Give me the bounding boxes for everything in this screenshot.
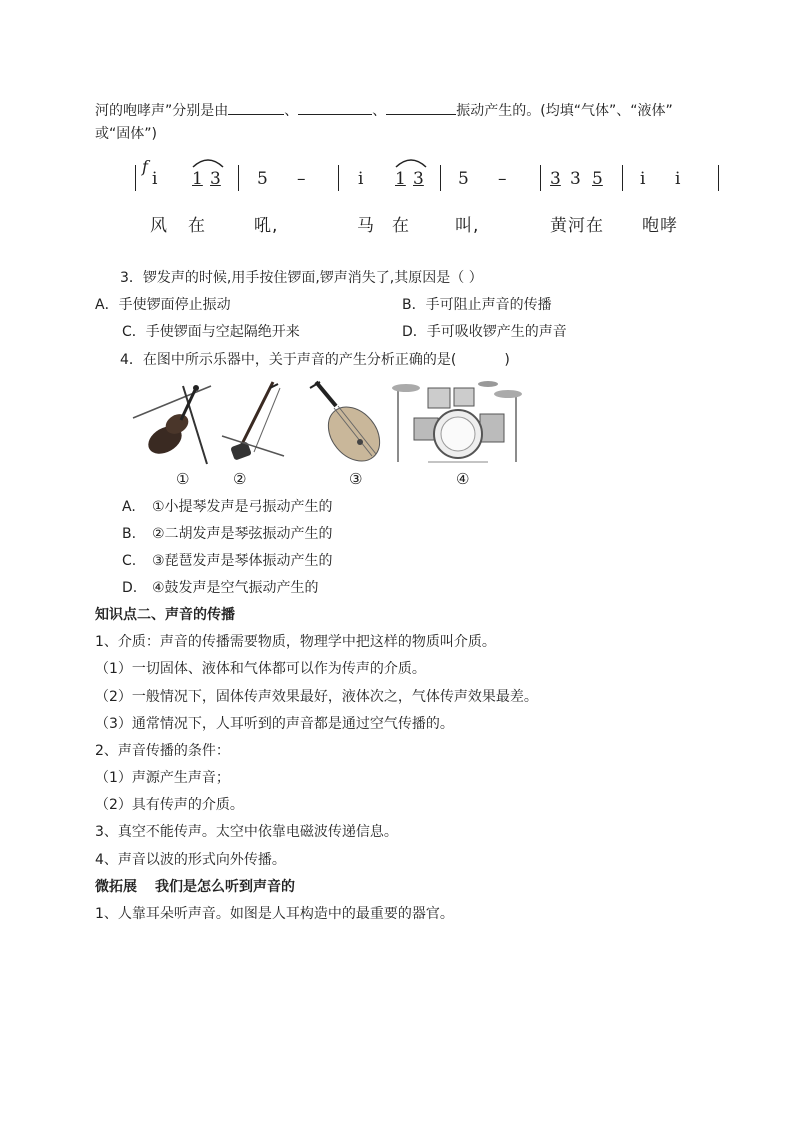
answer-blank-3[interactable] (386, 100, 456, 115)
section-title: 知识点二、声音的传播 (95, 607, 235, 623)
q4-stem (120, 350, 510, 370)
note: i (640, 169, 646, 189)
note: 3 (413, 169, 424, 189)
option-letter: B. (122, 526, 137, 542)
lyric: 在 (188, 216, 206, 236)
note: i (358, 169, 364, 189)
barline (338, 165, 339, 191)
note: 5 (458, 169, 469, 189)
barline (440, 165, 441, 191)
option-text: ④鼓发声是空气振动产生的 (152, 580, 319, 596)
extension-line: 1、人靠耳朵听声音。如图是人耳构造中的最重要的器官。 (95, 906, 454, 922)
option-letter: A. (122, 499, 136, 515)
note: 5 (592, 169, 603, 189)
section-line: 1、介质：声音的传播需要物质，物理学中把这样的物质叫介质。 (95, 634, 496, 650)
intro-line-1 (95, 100, 673, 121)
q3-option-b[interactable]: B．手可阻止声音的传播 (402, 297, 552, 313)
dynamic-mark: f (142, 157, 148, 176)
slur (393, 155, 429, 169)
lyric: 风 (150, 216, 168, 236)
note: 3 (550, 169, 561, 189)
note: 3 (210, 169, 221, 189)
lyric: 马 (357, 216, 375, 236)
q4-option-a[interactable] (122, 497, 333, 517)
note: – (297, 169, 306, 189)
label-3: ③ (349, 470, 363, 488)
separator-2: 、 (372, 103, 387, 119)
music-score (130, 155, 730, 235)
section-line: （2）一般情况下，固体传声效果最好，液体次之，气体传声效果最差。 (95, 689, 538, 705)
q4-stem-end: ) (504, 352, 510, 368)
barline (238, 165, 239, 191)
note: 1 (192, 169, 203, 189)
lyric: 咆哮 (642, 216, 678, 236)
q3-option-a[interactable]: A．手使锣面停止振动 (95, 297, 231, 313)
extension-heading: 我们是怎么听到声音的 (155, 879, 295, 895)
intro-text-b: 振动产生的。(均填“气体”、“液体” (456, 103, 673, 119)
erhu-image (218, 378, 288, 472)
section-line: 2、声音传播的条件： (95, 743, 230, 759)
option-text: ③琵琶发声是琴体振动产生的 (152, 553, 333, 569)
lyric: 在 (392, 216, 410, 236)
q4-answer-blank[interactable] (456, 350, 504, 364)
q3-option-c[interactable]: C．手使锣面与空起隔绝开来 (122, 324, 300, 340)
barline (540, 165, 541, 191)
intro-text-a: 河的咆哮声”分别是由 (95, 103, 229, 119)
q3-option-d[interactable]: D．手可吸收锣产生的声音 (402, 324, 567, 340)
slur (190, 155, 226, 169)
lyric: 黄河在 (550, 216, 604, 236)
lyric: 叫, (455, 216, 480, 236)
lyric: 吼, (254, 216, 279, 236)
option-letter: D. (122, 580, 138, 596)
label-4: ④ (456, 470, 470, 488)
barline (135, 165, 136, 191)
intro-line-2: 或“固体”) (95, 126, 157, 142)
option-text: ①小提琴发声是弓振动产生的 (152, 499, 333, 515)
label-2: ② (233, 470, 247, 488)
section-line: 3、真空不能传声。太空中依靠电磁波传递信息。 (95, 824, 398, 840)
violin-image (125, 378, 215, 472)
q4-option-b[interactable] (122, 524, 333, 544)
drum-kit-image (388, 378, 530, 470)
answer-blank-2[interactable] (298, 100, 372, 115)
label-1: ① (176, 470, 190, 488)
q4-option-d[interactable] (122, 578, 319, 598)
section-line: （2）具有传声的介质。 (95, 797, 244, 813)
section-line: （3）通常情况下，人耳听到的声音都是通过空气传播的。 (95, 716, 454, 732)
separator-1: 、 (284, 103, 299, 119)
option-text: ②二胡发声是琴弦振动产生的 (152, 526, 333, 542)
section-line: 4、声音以波的形式向外传播。 (95, 852, 286, 868)
pipa-image (306, 378, 386, 472)
note: 1 (395, 169, 406, 189)
note: i (152, 169, 158, 189)
answer-blank-1[interactable] (228, 100, 284, 115)
barline (622, 165, 623, 191)
q4-option-c[interactable] (122, 551, 333, 571)
option-letter: C. (122, 553, 137, 569)
note: – (498, 169, 507, 189)
barline (718, 165, 719, 191)
q4-stem-text: 4．在图中所示乐器中，关于声音的产生分析正确的是( (120, 352, 457, 368)
note: i (675, 169, 681, 189)
q3-stem: 3．锣发声的时候,用手按住锣面,锣声消失了,其原因是（ ） (120, 270, 483, 286)
note: 5 (257, 169, 268, 189)
extension-tag: 微拓展 (95, 879, 137, 895)
note: 3 (570, 169, 581, 189)
section-line: （1）声源产生声音； (95, 770, 230, 786)
section-line: （1）一切固体、液体和气体都可以作为传声的介质。 (95, 661, 426, 677)
extension-title (95, 877, 295, 897)
